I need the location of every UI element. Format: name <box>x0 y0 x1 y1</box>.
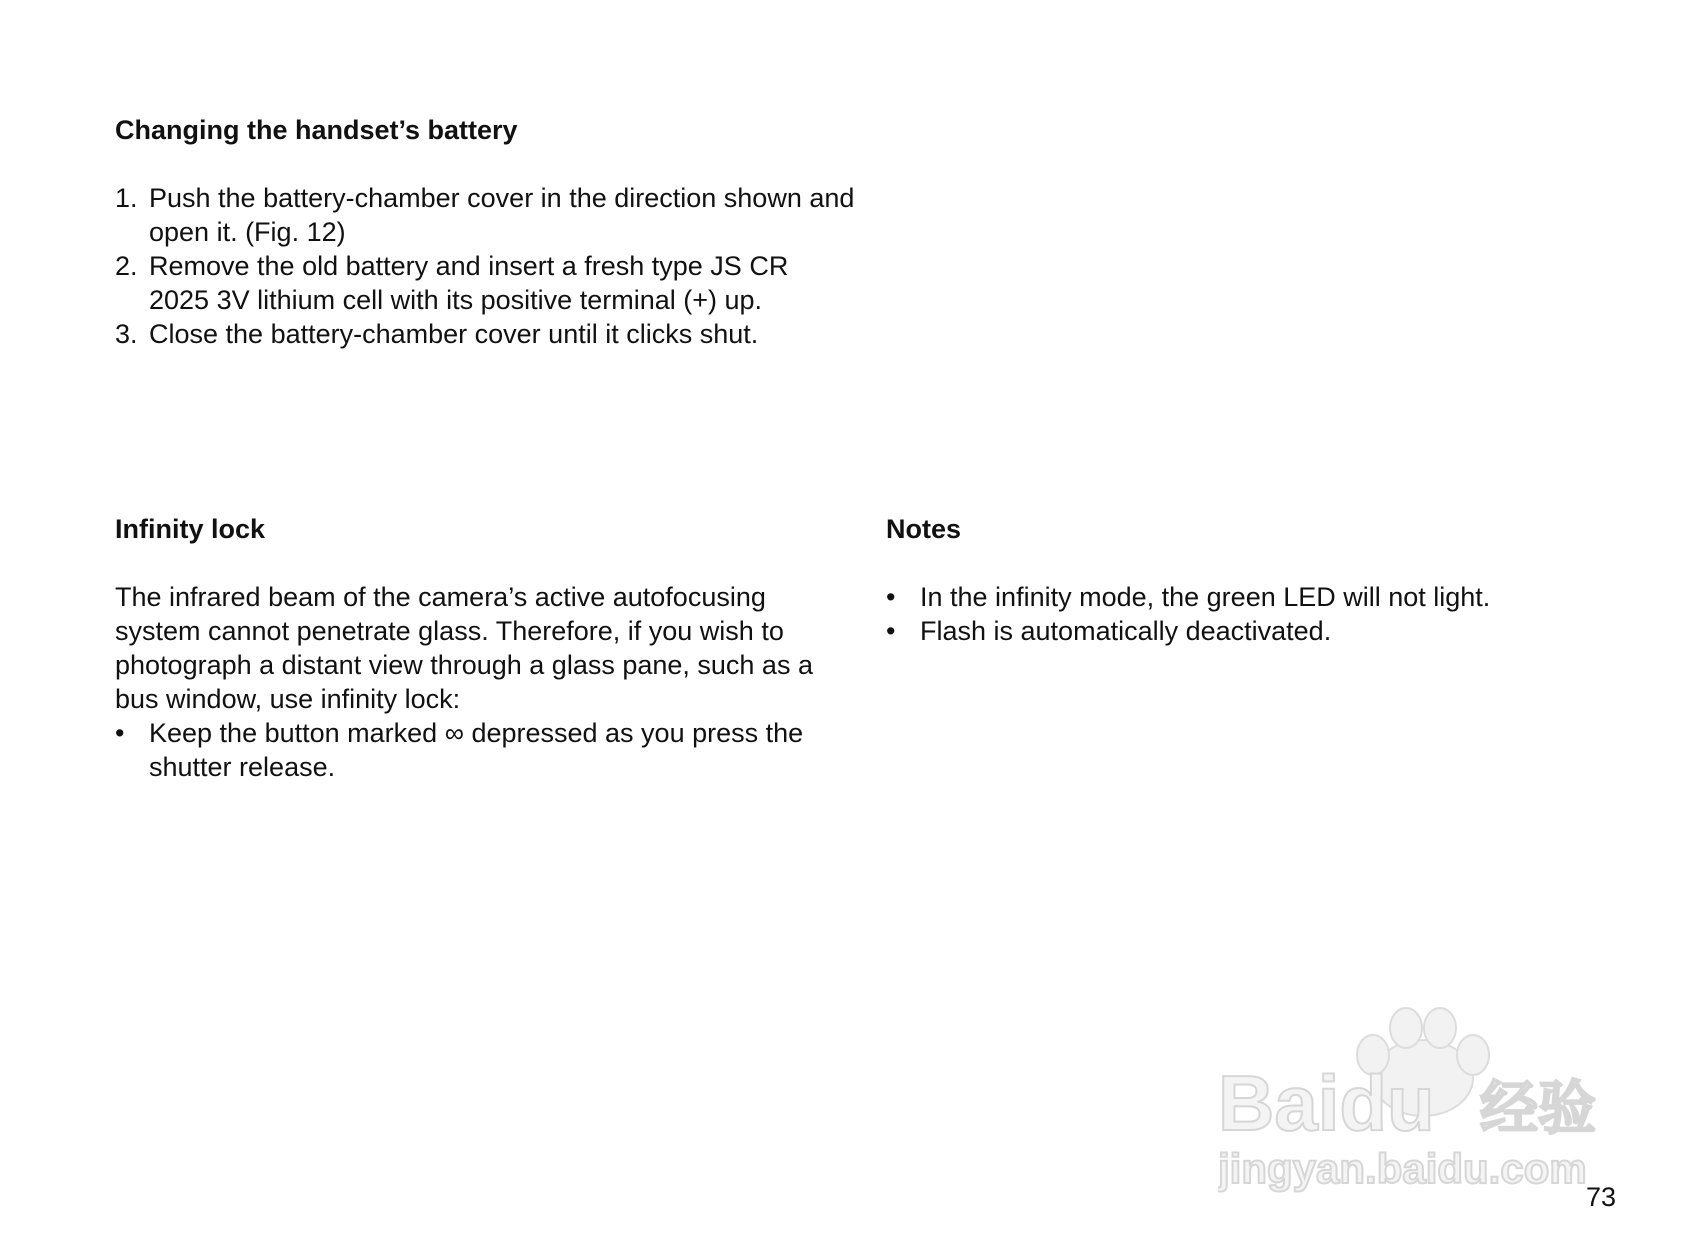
notes-heading: Notes <box>886 514 962 544</box>
list-item <box>115 181 855 249</box>
page-number: 73 <box>1585 1182 1616 1212</box>
list-item <box>115 317 855 351</box>
step-number: 2. <box>115 251 138 281</box>
bullet-text: Keep the button marked ∞ depressed as you press the shutter release. <box>149 718 804 782</box>
bullet-text: Flash is automatically deactivated. <box>920 616 1332 646</box>
infinity-section <box>115 512 855 784</box>
battery-heading: Changing the handset’s battery <box>115 115 518 145</box>
notes-bullets <box>886 580 1646 648</box>
bullet-text: In the infinity mode, the green LED will not light. <box>920 582 1491 612</box>
step-number: 1. <box>115 183 138 213</box>
step-text: Remove the old battery and insert a fresh type JS CR 2025 3V lithium cell with its positive terminal (+) up. <box>149 251 789 315</box>
bullet-icon: • <box>115 718 125 748</box>
list-item <box>886 580 1646 614</box>
watermark-brand-cn: 经验 <box>1480 1074 1597 1142</box>
bullet-icon: • <box>886 582 896 612</box>
step-text: Close the battery-chamber cover until it clicks shut. <box>149 319 759 349</box>
list-item <box>115 249 855 317</box>
baidu-watermark-logo <box>1218 1000 1618 1200</box>
step-number: 3. <box>115 319 138 349</box>
battery-section <box>115 113 855 351</box>
bullet-icon: • <box>886 616 896 646</box>
list-item <box>115 716 855 784</box>
step-text: Push the battery-chamber cover in the direction shown and open it. (Fig. 12) <box>149 183 855 247</box>
infinity-paragraph: The infrared beam of the camera’s active autofocusing system cannot penetrate glass. Therefore, if you wish to photograph a distant view through a glass pane, such as a bus window, use infinity lock: <box>115 582 813 714</box>
infinity-bullets <box>115 716 855 784</box>
battery-steps-list <box>115 181 855 351</box>
infinity-heading: Infinity lock <box>115 514 266 544</box>
list-item <box>886 614 1646 648</box>
notes-section <box>886 512 1646 648</box>
watermark-brand: Baidu <box>1218 1059 1435 1147</box>
watermark-url: jingyan.baidu.com <box>1218 1145 1587 1192</box>
